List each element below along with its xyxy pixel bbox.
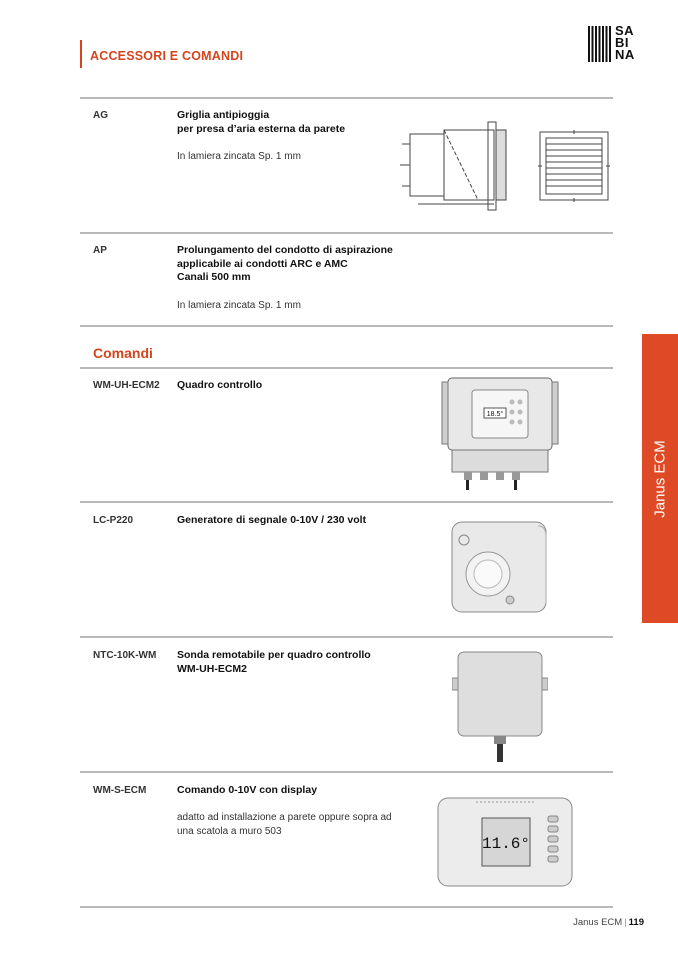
logo-stripes-mark [588,26,612,62]
display-controller-image [436,794,576,890]
controls-section-title: Comandi [93,345,153,361]
control-panel-image [440,374,560,494]
divider [80,97,613,99]
title-line: Canali 500 mm [177,271,251,283]
page-footer [573,917,644,928]
divider [80,325,613,327]
logo-text [615,25,635,61]
product-code-ntc-10k-wm: NTC-10K-WM [93,650,157,661]
divider [80,771,613,773]
signal-generator-image [448,518,550,616]
product-code-wm-uh-ecm2: WM-UH-ECM2 [93,380,160,391]
description-line: una scatola a muro 503 [177,826,282,837]
divider [80,906,613,908]
product-code-ag: AG [93,110,108,121]
panel-display-value: 18.5° [486,411,504,418]
product-title-wm-uh-ecm2: Quadro controllo [177,379,263,391]
footer-doc-name: Janus ECM [573,917,623,928]
divider [80,501,613,503]
product-description-ag: In lamiera zincata Sp. 1 mm [177,151,301,162]
page-number: 119 [628,917,644,928]
divider [80,232,613,234]
logo-line-2: BI [615,35,629,50]
title-line: WM-UH-ECM2 [177,662,247,675]
title-line: per presa d’aria esterna da parete [177,122,346,135]
controller-display-value: 11.6° [481,835,531,853]
logo-line-1: SA [615,23,635,38]
footer-separator: | [624,917,627,928]
page-section-title: ACCESSORI E COMANDI [90,49,244,63]
product-title-ap [177,244,393,285]
product-title-ag [177,109,345,136]
title-line: Sonda remotabile per quadro controllo [177,649,371,661]
product-title-ntc-10k-wm [177,649,371,676]
product-title-lc-p220: Generatore di segnale 0-10V / 230 volt [177,514,367,526]
title-line: applicabile ai condotti ARC e AMC [177,257,348,270]
side-chapter-tab [642,334,678,623]
header-accent-bar [80,40,82,68]
product-code-wm-s-ecm: WM-S-ECM [93,785,147,796]
remote-sensor-image [452,648,548,764]
logo-line-3: NA [615,47,635,62]
product-code-ap: AP [93,245,107,256]
product-title-wm-s-ecm: Comando 0-10V con display [177,784,318,796]
title-line: Prolungamento del condotto di aspirazione [177,244,393,256]
description-line: adatto ad installazione a parete oppure sopra ad [177,812,392,823]
title-line: Griglia antipioggia [177,109,270,121]
side-chapter-label: Janus ECM [651,439,669,518]
product-description-ap: In lamiera zincata Sp. 1 mm [177,300,301,311]
divider [80,367,613,369]
product-description-wm-s-ecm [177,811,392,839]
grille-front-drawing [538,130,610,202]
sabiana-logo [588,23,648,62]
product-code-lc-p220: LC-P220 [93,515,134,526]
divider [80,636,613,638]
grille-section-drawing [398,120,510,212]
